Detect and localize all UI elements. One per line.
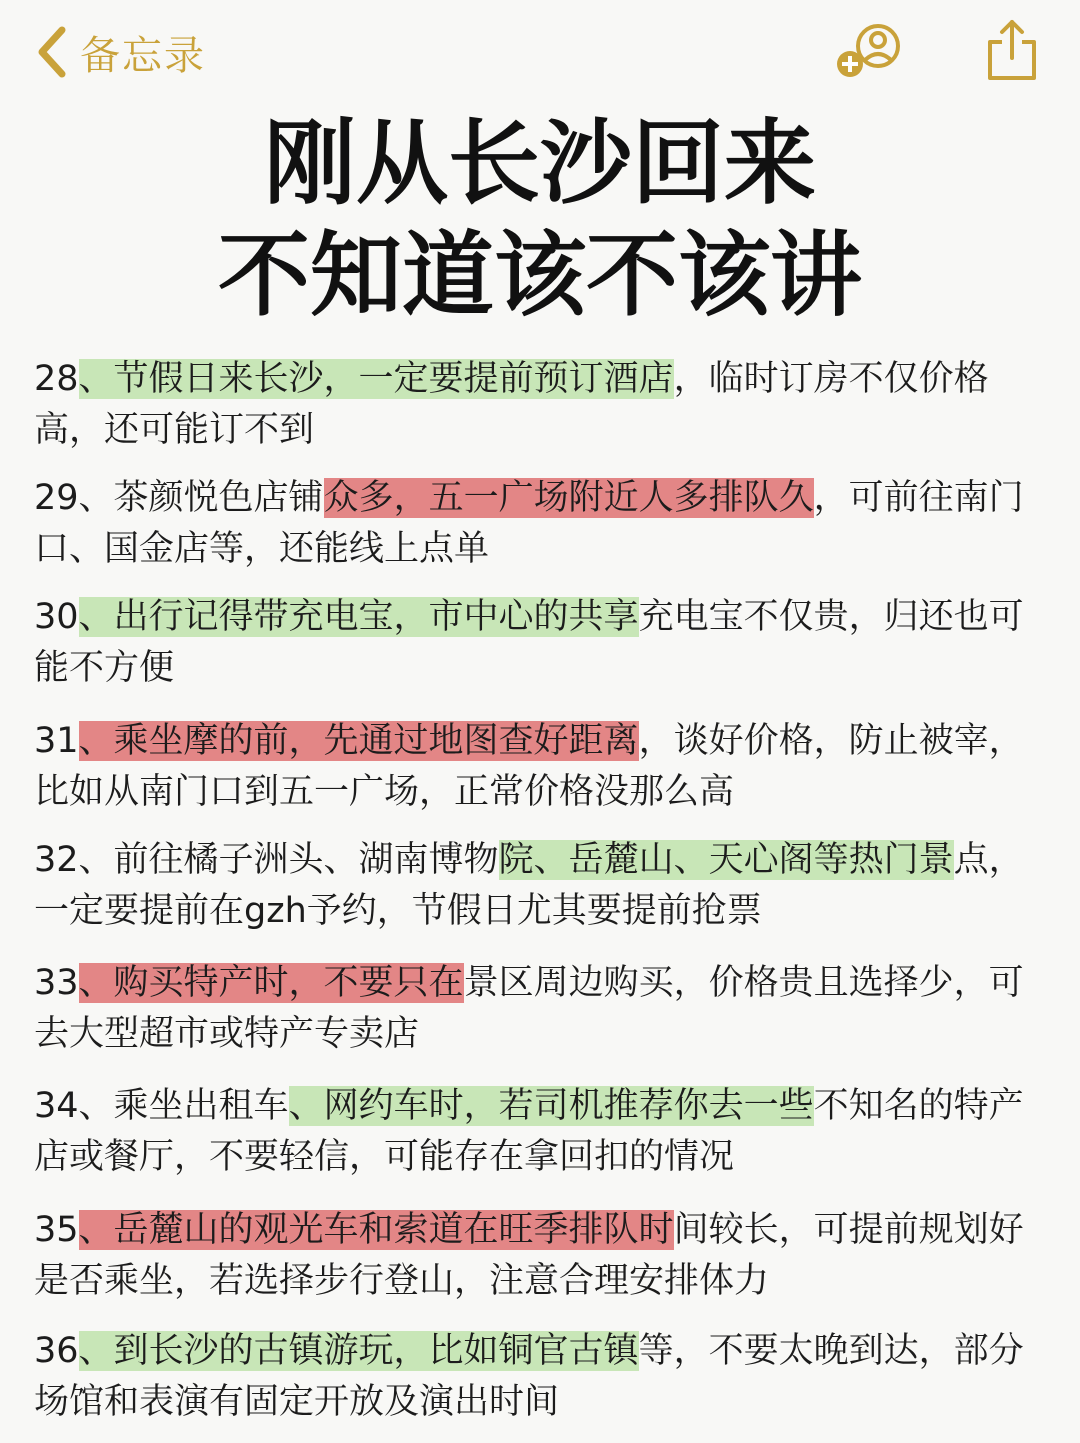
- tip-number: 29: [34, 478, 79, 518]
- tip-highlight: 、岳麓山的观光车和索道在旺季排队时: [78, 1210, 674, 1250]
- title-line-1: 刚从长沙回来: [263, 110, 816, 217]
- back-label: 备忘录: [80, 32, 206, 79]
- tip-item: [34, 716, 1046, 818]
- tip-text-tail: 等，不要太晚到达，部分场馆和表演有固定开放及演出时间: [34, 1331, 1024, 1422]
- tip-item: [34, 473, 1046, 575]
- tip-highlight: 、到长沙的古镇游玩，比如铜官古镇: [78, 1331, 639, 1371]
- tip-highlight: 、乘坐摩的前，先通过地图查好距离: [78, 721, 639, 761]
- tip-text-tail: 间较长，可提前规划好是否乘坐，若选择步行登山，注意合理安排体力: [34, 1210, 1024, 1301]
- tip-highlight: 院、岳麓山、天心阁等热门景: [498, 840, 954, 880]
- tip-text-tail: 不知名的特产店或餐厅，不要轻信，可能存在拿回扣的情况: [34, 1086, 1024, 1177]
- tip-item: [34, 592, 1046, 694]
- tip-text: 、前往橘子洲头、湖南博物: [78, 840, 499, 880]
- tip-text-tail: ，谈好价格，防止被宰，比如从南门口到五一广场，正常价格没那么高: [34, 721, 1024, 812]
- tip-number: 34: [34, 1086, 79, 1126]
- tip-item: [34, 1081, 1046, 1183]
- tip-text-tail: ，可前往南门口、国金店等，还能线上点单: [34, 478, 1024, 569]
- tip-item: [34, 1326, 1046, 1428]
- tip-text-tail: 充电宝不仅贵，归还也可能不方便: [34, 597, 1024, 688]
- tip-highlight: 众多，五一广场附近人多排队久: [323, 478, 814, 518]
- tip-number: 28: [34, 359, 79, 399]
- tip-number: 31: [34, 721, 79, 761]
- tip-text-tail: 景区周边购买，价格贵且选择少，可去大型超市或特产专卖店: [34, 963, 1024, 1054]
- tip-item: [34, 1205, 1046, 1307]
- tip-number: 35: [34, 1210, 79, 1250]
- navigation-bar: [0, 0, 1080, 100]
- tip-highlight: 、出行记得带充电宝，市中心的共享: [78, 597, 639, 637]
- tip-number: 33: [34, 963, 79, 1003]
- tip-number: 30: [34, 597, 79, 637]
- tip-number: 36: [34, 1331, 79, 1371]
- tip-highlight: 、网约车时，若司机推荐你去一些: [288, 1086, 814, 1126]
- tip-text: 、茶颜悦色店铺: [78, 478, 324, 518]
- tip-number: 32: [34, 840, 79, 880]
- tip-item: [34, 835, 1046, 937]
- page-title: [0, 108, 1080, 332]
- tip-text-tail: ，临时订房不仅价格高，还可能订不到: [34, 359, 989, 450]
- tip-highlight: 、节假日来长沙，一定要提前预订酒店: [78, 359, 674, 399]
- share-icon[interactable]: [984, 18, 1040, 82]
- tip-text: 、乘坐出租车: [78, 1086, 289, 1126]
- tip-item: [34, 354, 1046, 456]
- tips-list: [34, 354, 1046, 1428]
- chevron-left-icon: [34, 24, 70, 80]
- tip-item: [34, 958, 1046, 1060]
- tip-highlight: 、购买特产时，不要只在: [78, 963, 464, 1003]
- title-line-2: 不知道该不该讲: [217, 222, 862, 329]
- back-button[interactable]: [34, 22, 206, 82]
- add-people-icon[interactable]: [834, 24, 910, 80]
- tip-text-tail: 点，一定要提前在gzh予约，节假日尤其要提前抢票: [34, 840, 1024, 931]
